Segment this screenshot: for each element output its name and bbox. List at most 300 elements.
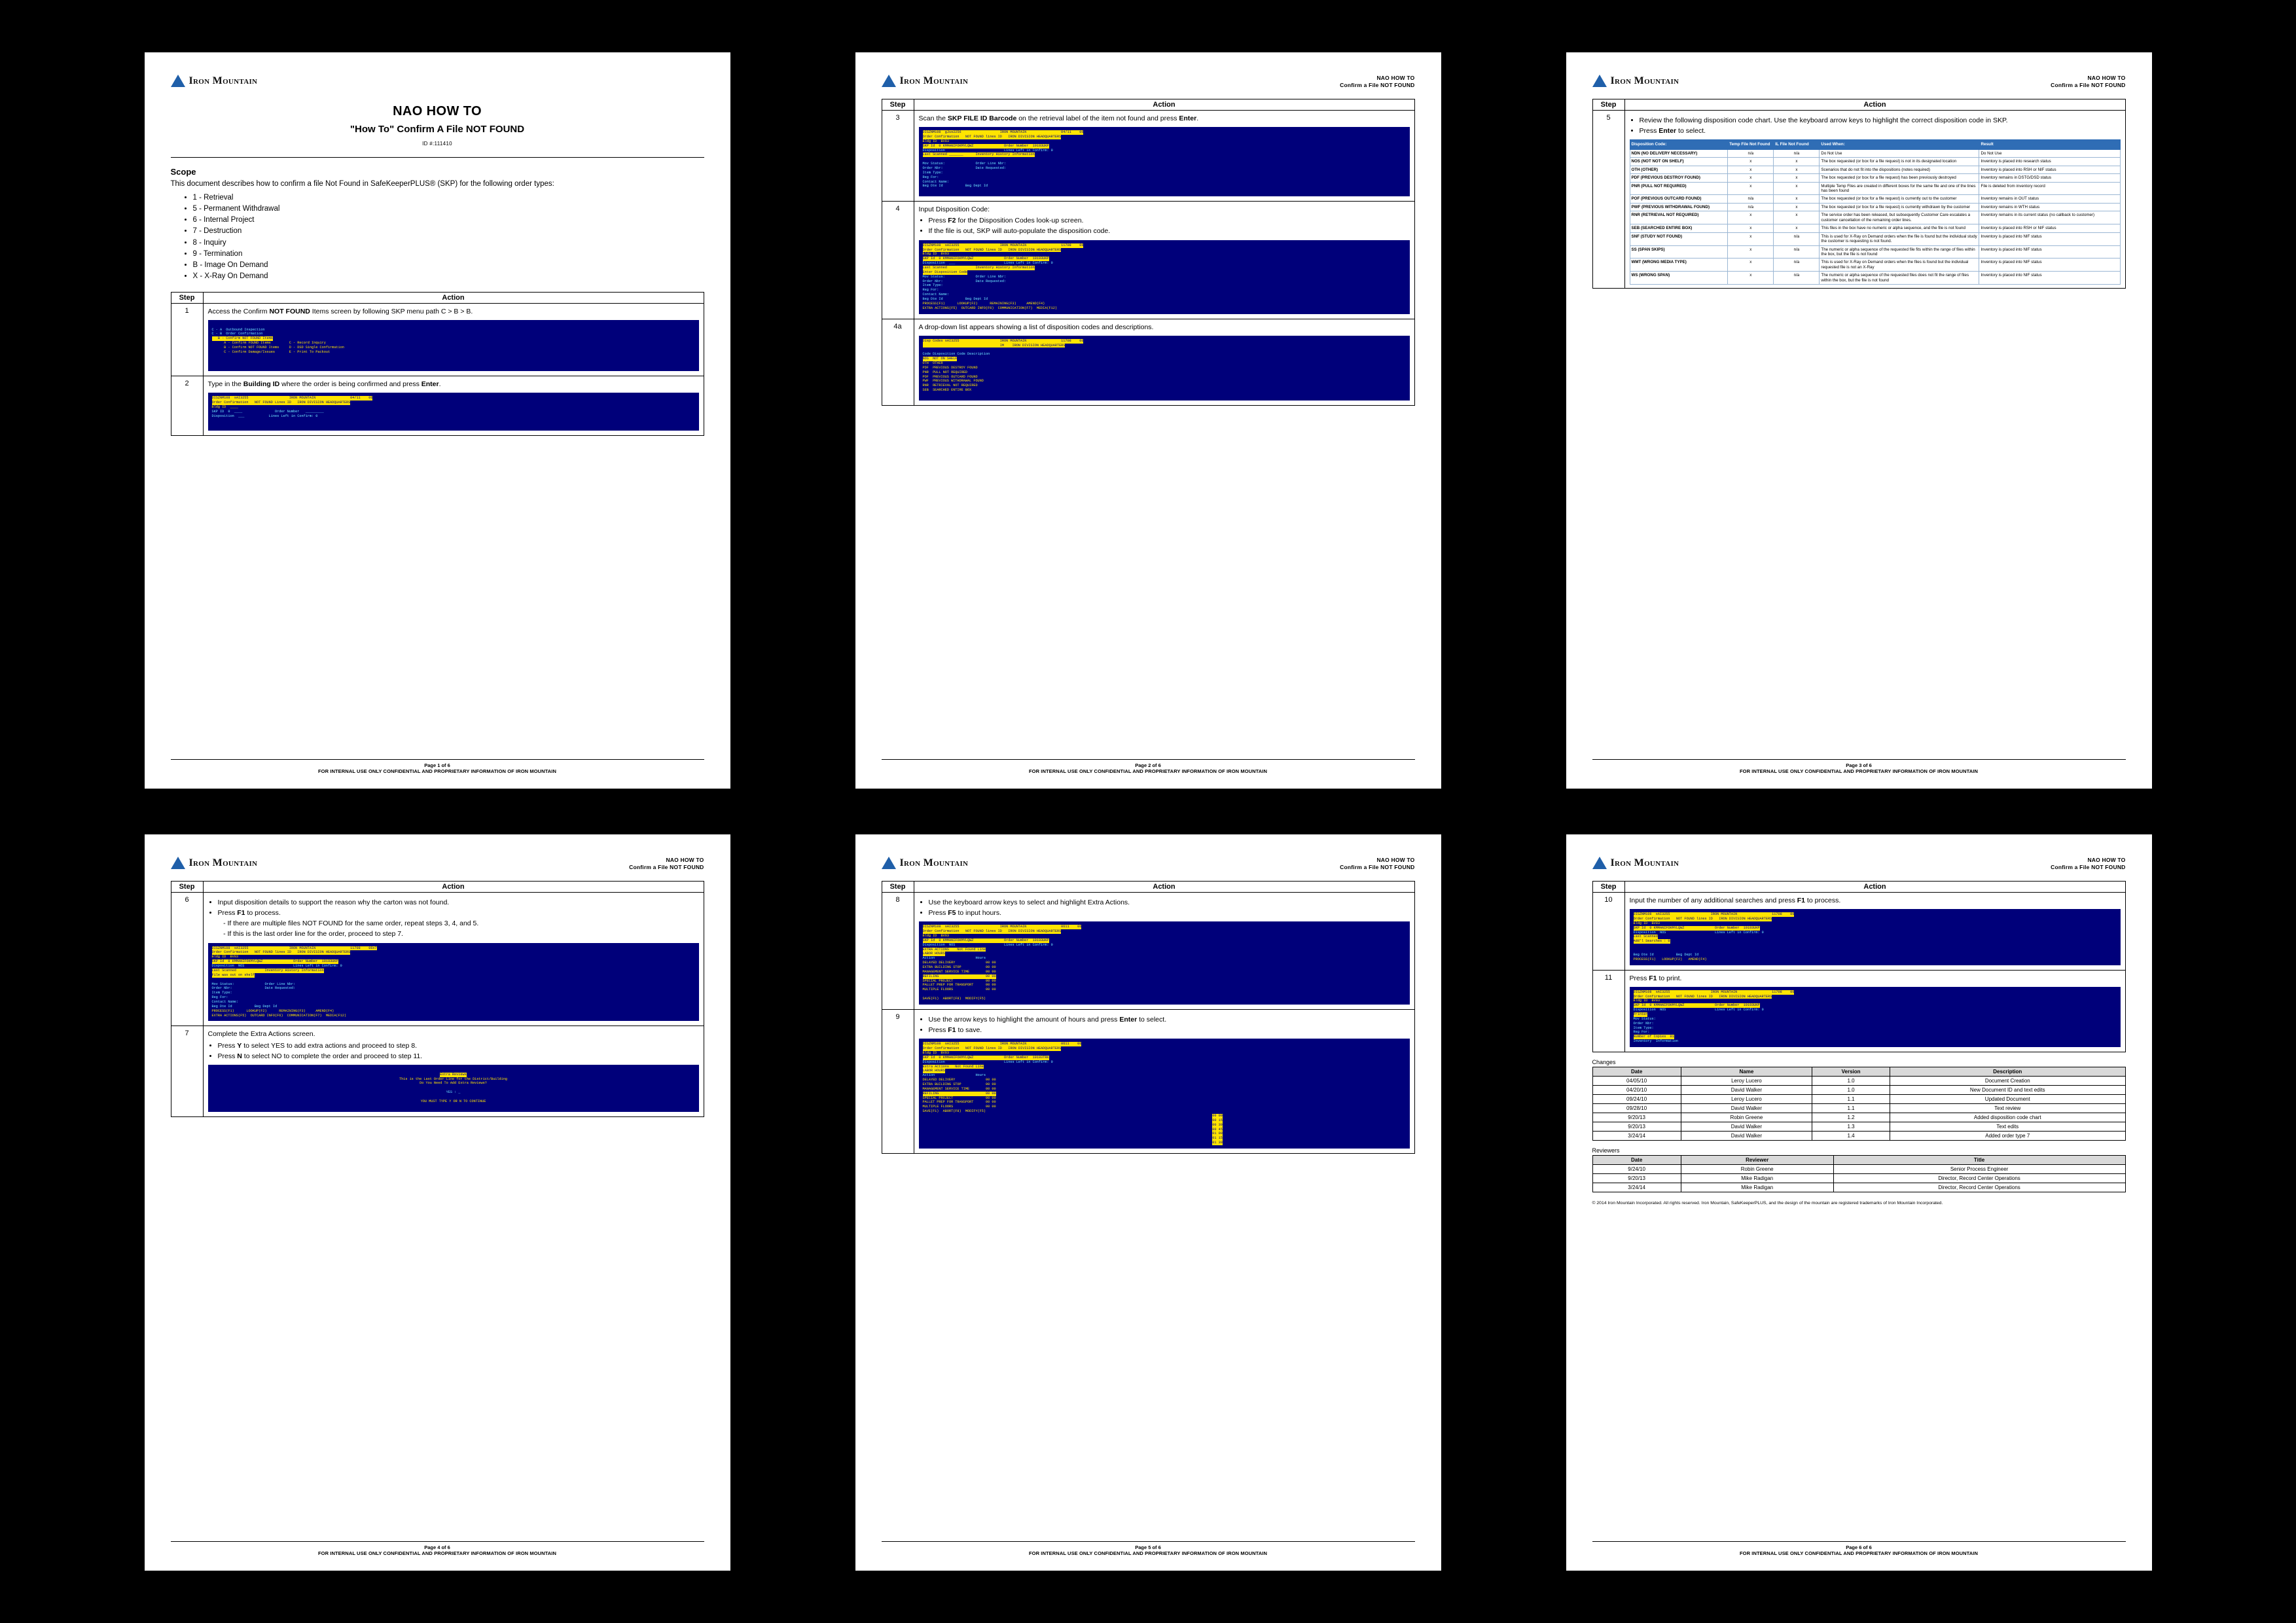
terminal-highlight: Last Scanned Inventory History Information <box>922 265 1035 270</box>
terminal-line: RNR RETRIEVAL NOT REQUIRED <box>922 383 978 388</box>
list-item: • 9 - Termination <box>193 249 704 260</box>
dropdown-option[interactable]: 00 15 <box>1212 1118 1223 1122</box>
terminal-line: Beg Dte Id Beg Dept Id <box>1633 952 1699 957</box>
dispo-result: Inventory is placed into RSH or NIF status <box>1979 166 2120 173</box>
dropdown-option[interactable]: 01 00 <box>1212 1132 1223 1136</box>
confidentiality-notice: FOR INTERNAL USE ONLY CONFIDENTIAL AND PROPRIETARY INFORMATION OF IRON MOUNTAIN <box>1028 1550 1268 1556</box>
table-row <box>171 1026 704 1116</box>
col-action-header: Action <box>203 881 704 892</box>
terminal-line: Item Type: <box>1633 1026 1654 1030</box>
terminal-line: Beg Dte Id Beg Dept Id <box>922 296 988 301</box>
terminal-highlight: Last Scanned _______ Inventory History Information <box>922 152 1035 157</box>
header-doc-title <box>629 857 704 872</box>
table-row <box>1630 232 2120 245</box>
step-text-bold: F1 <box>1649 974 1657 982</box>
terminal-highlight: SKP Id 0 KMMANIFOKMYLQWZ Order Number 19193UKP <box>1633 1003 1760 1008</box>
terminal-line: EXTRA BUILDING STOP 00 00 <box>922 965 996 970</box>
table-header-row <box>171 292 704 303</box>
step-action <box>1624 892 2125 970</box>
table-row <box>1630 245 2120 259</box>
dropdown-option[interactable]: 01 15 <box>1212 1136 1223 1141</box>
confidentiality-notice: FOR INTERNAL USE ONLY CONFIDENTIAL AND PROPRIETARY INFORMATION OF IRON MOUNTAIN <box>1739 1550 1979 1556</box>
step-action <box>203 892 704 1026</box>
dispo-col-il: IL File Not Found <box>1774 140 1820 150</box>
header-line-1: NAO HOW TO <box>1376 75 1415 81</box>
bullet-tail: to select NO to complete the order and proceed to step 11. <box>242 1052 423 1060</box>
cell-date: 9/20/13 <box>1592 1174 1681 1183</box>
dispo-code: RNR (RETRIEVAL NOT REQUIRED) <box>1630 211 1728 224</box>
terminal-line: Disposition ___ Lines Left in Confirm: 0 <box>922 261 1053 266</box>
cell-version: 1.0 <box>1812 1086 1890 1095</box>
page-number: Page 4 of 6 <box>424 1544 450 1550</box>
cell-date: 3/24/14 <box>1592 1132 1681 1141</box>
list-item <box>218 1041 699 1050</box>
brand-name: Iron Mountain <box>899 857 969 868</box>
mountain-icon <box>1592 75 1607 87</box>
mountain-icon <box>882 75 896 87</box>
terminal-line: MANAGEMENT SERVICE TIME 00 00 <box>922 1086 996 1091</box>
dispo-il: n/a <box>1774 245 1820 259</box>
cell-name: Robin Greene <box>1681 1113 1812 1122</box>
dispo-result: Do Not Use <box>1979 149 2120 157</box>
terminal-screenshot-scan <box>919 127 1410 196</box>
terminal-screenshot-additional-searches <box>1630 909 2121 965</box>
step-action <box>914 892 1414 1009</box>
dispo-result: Inventory remains in WTH status <box>1979 203 2120 211</box>
dispo-usedwhen: The service order has been released, but subsequently Customer Care escalates a customer cancellation of the remaining order lines. <box>1820 211 1979 224</box>
col-step-header: Step <box>171 881 203 892</box>
step-text-tail: Items screen by following SKP menu path C > B > B. <box>310 307 473 315</box>
page-footer <box>171 1541 704 1556</box>
step-number: 5 <box>1592 110 1624 288</box>
cell-title: Senior Process Engineer <box>1833 1165 2125 1174</box>
dispo-result: Inventory is placed into NIF status <box>1979 272 2120 285</box>
table-row <box>882 892 1414 1009</box>
document-page-2 <box>855 52 1441 789</box>
terminal-highlight: Order Confirmation NOT FOUND lines ID IRON DIVISION HEADQUARTERS <box>922 929 1062 934</box>
dispo-temp: x <box>1728 272 1774 285</box>
steps-table <box>1592 99 2126 289</box>
dispo-code: PWF (PREVIOUS WITHDRAWAL FOUND) <box>1630 203 1728 211</box>
changes-col-version: Version <box>1812 1067 1890 1077</box>
terminal-line: Contact Name: <box>211 999 238 1004</box>
terminal-fkeys: PROCESS(F1) LOOKUP(F2) REMAINING(F3) AMEND(F4) <box>211 1008 334 1013</box>
header-line-2: Confirm a File NOT FOUND <box>2051 82 2126 89</box>
header-line-2: Confirm a File NOT FOUND <box>2051 864 2126 871</box>
steps-table <box>171 881 704 1117</box>
terminal-screenshot-dispo-lookup <box>919 336 1410 401</box>
sub-bullets <box>218 919 699 938</box>
cell-description: New Document ID and text edits <box>1890 1086 2125 1095</box>
dispo-il: x <box>1774 203 1820 211</box>
terminal-line: PNR PULL NOT REQUIRED <box>922 370 967 374</box>
terminal-line: MANAGEMENT SERVICE TIME 00 00 <box>922 969 996 974</box>
step-action <box>203 376 704 436</box>
bullet-bold: F1 <box>948 1026 956 1035</box>
page-number: Page 2 of 6 <box>1135 762 1161 768</box>
terminal-line: EXTRA BUILDING STOP 00 00 <box>922 1082 996 1086</box>
col-step-header: Step <box>171 292 203 303</box>
cell-name: David Walker <box>1681 1086 1812 1095</box>
step-number: 8 <box>882 892 914 1009</box>
dispo-result: Inventory remains in DSTG/DSD status <box>1979 174 2120 182</box>
terminal-highlight: Extra Reviews <box>440 1072 467 1077</box>
dispo-temp: x <box>1728 259 1774 272</box>
terminal-line: A - Confirm FOUND Items C - Record Inquiry <box>211 341 326 346</box>
terminal-line: PWF PREVIOUS WITHDRAWAL FOUND <box>922 379 984 383</box>
iron-mountain-logo <box>171 75 258 87</box>
step-text: Type in the <box>207 380 243 389</box>
table-row <box>1630 166 2120 173</box>
terminal-fkeys: PROCESS(F1) LOOKUP(F2) REMAINING(F3) AMEND(F4) <box>922 301 1045 306</box>
mountain-icon <box>882 857 896 869</box>
terminal-highlight: Order Confirmation NOT FOUND lines ID IRON DIVISION HEADQUARTERS <box>211 950 351 955</box>
bullet-bold: N <box>237 1052 242 1060</box>
document-page-3 <box>1566 52 2152 789</box>
bullet-bold: F2 <box>948 217 956 225</box>
terminal-fkeys: EXTRA ACTIONS(F5) OUTCARD INFO(F6) COMMUNICATION(F7) MEDIA(F12) <box>922 306 1057 310</box>
step-action <box>914 202 1414 319</box>
dropdown-option[interactable]: 00 30 <box>1212 1122 1223 1127</box>
page-header <box>1592 857 2126 872</box>
terminal-fkeys: SAVE(F1) ABORT(F8) MODIFY(F5) <box>922 997 986 1001</box>
page-footer <box>882 1541 1415 1556</box>
dispo-il: x <box>1774 224 1820 232</box>
step-bullets <box>1630 116 2121 135</box>
page-footer <box>171 759 704 774</box>
cell-description: Text review <box>1890 1104 2125 1113</box>
header-line-1: NAO HOW TO <box>2087 857 2126 863</box>
page-footer <box>1592 1541 2126 1556</box>
terminal-highlight: Enter Disposition Code <box>922 270 967 274</box>
step-text-bold: NOT FOUND <box>269 307 310 315</box>
scope-text: This document describes how to confirm a file Not Found in SafeKeeperPLUS® (SKP) for the following order types: <box>170 180 554 188</box>
scope-heading: Scope <box>170 167 196 177</box>
page-thumbnail-4[interactable] <box>92 821 783 1584</box>
list-item: • Review the following disposition code chart. Use the keyboard arrow keys to highlight the correct disposition code in SKP. <box>1640 116 2121 125</box>
dispo-code: WS (WRONG SPAN) <box>1630 272 1728 285</box>
list-item <box>1640 126 2121 135</box>
terminal-highlight: Disp Codes sAI3255 IRON MOUNTAIN 11708 06 <box>922 338 1084 343</box>
table-row <box>1592 1174 2125 1183</box>
terminal-line: SKP ID 0 ____ Order Number _________ <box>211 410 324 414</box>
dropdown-option[interactable]: 00 00 <box>1212 1113 1223 1118</box>
header-line-1: NAO HOW TO <box>2087 75 2126 81</box>
step-action <box>1624 110 2125 288</box>
terminal-highlight: DISZNM108 gJus2256 IRON MOUNTAIN 04/11 06 <box>922 130 1084 135</box>
terminal-highlight: Extra Actions Not Found Line <box>922 1064 984 1069</box>
list-item: • Input disposition details to support the reason why the carton was not found. <box>218 898 699 907</box>
col-step-header: Step <box>882 881 914 892</box>
bullet-text: Press <box>928 1026 948 1035</box>
table-row <box>1592 110 2125 288</box>
iron-mountain-logo <box>1592 857 1679 869</box>
dispo-temp: x <box>1728 174 1774 182</box>
cover-doc-id: ID #:111410 <box>422 141 452 147</box>
cell-date: 9/24/10 <box>1592 1165 1681 1174</box>
cell-version: 1.1 <box>1812 1095 1890 1104</box>
page-number: Page 1 of 6 <box>424 762 450 768</box>
table-row <box>1592 970 2125 1052</box>
cell-name: David Walker <box>1681 1122 1812 1132</box>
dispo-col-code: Disposition Code: <box>1630 140 1728 150</box>
terminal-line: Reg For: <box>1633 1030 1650 1035</box>
page-header <box>171 857 704 872</box>
dispo-code: NOS (NOT NOT ON SHELF) <box>1630 158 1728 166</box>
terminal-line: YOU MUST TYPE Y OR N TO CONTINUE <box>420 1099 486 1103</box>
dispo-usedwhen: The box requested (or box for a file request) has been previously destroyed <box>1820 174 1979 182</box>
dispo-temp: x <box>1728 232 1774 245</box>
bullet-bold: Enter <box>1119 1015 1138 1024</box>
rev-col-reviewer: Reviewer <box>1681 1156 1833 1165</box>
dispo-usedwhen: The box requested (or box for a file request) is not in its designated location <box>1820 158 1979 166</box>
mountain-icon <box>171 75 185 87</box>
brand-name: Iron Mountain <box>1610 857 1679 868</box>
step-text: Scan the <box>918 114 948 122</box>
copyright-notice: © 2014 Iron Mountain Incorporated. All rights reserved. Iron Mountain, SafeKeeperPLUS, and the design of the mountain are registered trademarks of Iron Mountain Incorporated. <box>1592 1201 1943 1206</box>
dispo-result: Inventory is placed into NIF status <box>1979 245 2120 259</box>
terminal-line: Bldg ID ____ <box>211 405 238 410</box>
table-header-row <box>1592 1067 2125 1077</box>
step-lead: Complete the Extra Actions screen. <box>207 1030 315 1039</box>
step-number: 9 <box>882 1009 914 1153</box>
dispo-usedwhen: The numeric or alpha sequence of the requested files does not fit the range of files within the box, but the file is not found <box>1820 272 1979 285</box>
terminal-highlight: NOS NOT ON SHELF <box>922 357 958 361</box>
terminal-line: YES : _ <box>446 1090 461 1095</box>
step-text: Press <box>1629 974 1649 982</box>
bullet-bold: Enter <box>1659 127 1677 135</box>
list-item: • B - Image On Demand <box>193 260 704 271</box>
page-thumbnail-1[interactable] <box>92 39 783 802</box>
terminal-line: Order Nbr: Date Requested: <box>922 166 1007 170</box>
cell-date: 9/20/13 <box>1592 1122 1681 1132</box>
terminal-line: Reg For: <box>922 288 939 293</box>
document-page-6 <box>1566 834 2152 1571</box>
terminal-line: Disposition ___ Lines Left in Confirm: 0 <box>211 414 318 418</box>
bullet-bold: F5 <box>948 909 956 918</box>
table-row <box>1630 149 2120 157</box>
dispo-temp: x <box>1728 158 1774 166</box>
dispo-result: Inventory remains in its current status (no callback to customer) <box>1979 211 2120 224</box>
col-action-header: Action <box>914 99 1414 110</box>
terminal-highlight: DISZNM108 sAI3255 IRON MOUNTAIN 11708 06 <box>922 243 1084 247</box>
disposition-code-chart <box>1630 139 2121 285</box>
changes-col-name: Name <box>1681 1067 1812 1077</box>
terminal-fkeys: EXTRA ACTIONS(F5) OUTCARD INFO(F6) COMMUNICATION(F7) MEDIA(F12) <box>211 1013 346 1018</box>
dispo-usedwhen: Scenarios that do not fit into the dispositions (notes required) <box>1820 166 1979 173</box>
bullet-text: Press <box>928 909 948 918</box>
cell-version: 1.4 <box>1812 1132 1890 1141</box>
page-thumbnail-2[interactable] <box>802 39 1494 802</box>
step-number: 7 <box>171 1026 203 1116</box>
dispo-il: n/a <box>1774 232 1820 245</box>
dispo-usedwhen: This is used for X-Ray on Demand orders when the file is found but the individual study the customer is requesting is not found. <box>1820 232 1979 245</box>
dispo-result: Inventory is placed into RSH or NIF status <box>1979 224 2120 232</box>
page-thumbnail-6[interactable] <box>1513 821 2204 1584</box>
dispo-code: SEB (SEARCHED ENTIRE BOX) <box>1630 224 1728 232</box>
cell-description: Text edits <box>1890 1122 2125 1132</box>
col-step-header: Step <box>1592 99 1624 110</box>
table-header-row <box>1630 140 2120 150</box>
table-row <box>1592 1077 2125 1086</box>
dispo-code: SS (SPAN SKIPS) <box>1630 245 1728 259</box>
header-line-2: Confirm a File NOT FOUND <box>1340 864 1415 871</box>
list-item: • 6 - Internal Project <box>193 215 704 226</box>
document-page-4 <box>145 834 730 1571</box>
terminal-line: Item Type: <box>922 283 943 288</box>
table-row <box>1630 203 2120 211</box>
terminal-line <box>212 323 695 328</box>
dispo-il: n/a <box>1774 149 1820 157</box>
brand-name: Iron Mountain <box>188 75 258 86</box>
dispo-temp: x <box>1728 224 1774 232</box>
dispo-usedwhen: The box requested (or box for a file request) is currently out to the customer <box>1820 195 1979 203</box>
terminal-highlight: Order Confirmation NOT FOUND lines ID IRON DIVISION HEADQUARTERS <box>922 134 1062 139</box>
changes-table <box>1592 1067 2126 1141</box>
dispo-col-result: Result <box>1979 140 2120 150</box>
changes-col-date: Date <box>1592 1067 1681 1077</box>
dispo-il: x <box>1774 158 1820 166</box>
header-line-1: NAO HOW TO <box>1376 857 1415 863</box>
dispo-result: Inventory is placed into NIF status <box>1979 259 2120 272</box>
col-step-header: Step <box>1592 881 1624 892</box>
terminal-line: Contact Name: <box>922 179 949 184</box>
cell-title: Director, Record Center Operations <box>1833 1174 2125 1183</box>
dispo-code: POF (PREVIOUS OUTCARD FOUND) <box>1630 195 1728 203</box>
dispo-result: File is deleted from inventory record <box>1979 182 2120 195</box>
cell-date: 3/24/14 <box>1592 1183 1681 1192</box>
dispo-code: PDF (PREVIOUS DESTROY FOUND) <box>1630 174 1728 182</box>
step-text-bold2: Enter <box>421 380 439 389</box>
col-action-header: Action <box>914 881 1414 892</box>
bullet-text: Press <box>1639 127 1659 135</box>
table-row <box>171 892 704 1026</box>
terminal-highlight: EXTRA ACTIONS Not Found Line <box>922 947 986 952</box>
dispo-usedwhen: This files in the box have no numeric or alpha sequence, and the file is not found <box>1820 224 1979 232</box>
terminal-line: Bldg ID BV03 <box>922 1050 949 1055</box>
page-footer <box>882 759 1415 774</box>
table-row <box>1592 1132 2125 1141</box>
dropdown-option[interactable]: 00 45 <box>1212 1127 1223 1132</box>
table-row <box>1630 272 2120 285</box>
terminal-line: Action Hours <box>922 956 986 961</box>
terminal-highlight: SKP Id 0 KMMANIFOKMYLQWZ Order Number 19193UKP <box>1633 925 1760 930</box>
dispo-temp: x <box>1728 245 1774 259</box>
list-item: - If this is the last order line for the order, proceed to step 7. <box>228 929 699 938</box>
page-thumbnail-5[interactable] <box>802 821 1494 1584</box>
terminal-highlight: Order Confirmation NOT FOUND lines ID IRON DIVISION HEADQUARTERS <box>1633 916 1772 921</box>
dispo-temp: n/a <box>1728 195 1774 203</box>
bullet-text: Press <box>217 1052 238 1060</box>
terminal-line: Code Disposition Code Description <box>922 352 990 357</box>
table-row <box>1630 182 2120 195</box>
cell-version: 1.1 <box>1812 1104 1890 1113</box>
table-header-row <box>882 881 1414 892</box>
header-line-2: Confirm a File NOT FOUND <box>1340 82 1415 89</box>
table-row <box>882 1009 1414 1153</box>
terminal-screenshot-extra-actions <box>919 921 1410 1005</box>
terminal-line: Inventory Information <box>1633 1039 1678 1044</box>
terminal-line: Order Nbr: <box>1633 1021 1654 1026</box>
step-text: Access the Confirm <box>207 307 270 315</box>
terminal-highlight: IM IRON DIVISION HEADQUARTERS <box>922 343 1066 348</box>
bullet-bold: Y <box>237 1041 242 1050</box>
dispo-code: PNR (PULL NOT REQUIRED) <box>1630 182 1728 195</box>
step-text-mid: on the retrieval label of the item not found and press <box>1016 114 1179 122</box>
step-number: 4a <box>882 319 914 405</box>
terminal-highlight: DISZNM108 sAI3255 IRON MOUNTAIN 11708 06 <box>1633 990 1795 994</box>
rev-col-date: Date <box>1592 1156 1681 1165</box>
terminal-line: DELAYED DELIVERY 00 00 <box>922 961 996 965</box>
col-action-header: Action <box>1624 99 2125 110</box>
step-bullets <box>919 216 1410 236</box>
step-number: 11 <box>1592 970 1624 1052</box>
terminal-line: B - Confirm NOT FOUND Items D - DSD Single Confirmation <box>211 345 344 349</box>
table-header-row <box>1592 881 2125 892</box>
step-bullets <box>919 898 1410 918</box>
page-thumbnail-3[interactable] <box>1513 39 2204 802</box>
cell-name: David Walker <box>1681 1132 1812 1141</box>
steps-table <box>882 881 1415 1154</box>
terminal-highlight: DISZNM108 sAI3255 IRON MOUNTAIN 11708 06 <box>1633 912 1795 917</box>
bullet-tail: to input hours. <box>956 909 1001 918</box>
step-action <box>203 303 704 376</box>
cell-description: Added disposition code chart <box>1890 1113 2125 1122</box>
terminal-highlight: REFILING 00 00 <box>922 1091 996 1096</box>
dispo-result: Inventory remains in OUT status <box>1979 195 2120 203</box>
list-item <box>218 1052 699 1061</box>
dropdown-option[interactable]: 01 30 <box>1212 1141 1223 1145</box>
terminal-screenshot-print <box>1630 987 2121 1047</box>
table-row <box>1630 224 2120 232</box>
dispo-il: n/a <box>1774 259 1820 272</box>
bullet-text: Press <box>217 909 238 918</box>
terminal-line: Bldg ID BV03 <box>1633 921 1660 925</box>
table-row <box>171 303 704 376</box>
table-row <box>1592 1113 2125 1122</box>
cell-date: 9/20/13 <box>1592 1113 1681 1122</box>
terminal-highlight: SKP Id 0 KMMANIFOKMYLQWZ Order Number 19193UKP <box>211 959 338 964</box>
terminal-line: PALLET PREP FOR TRANSPORT 00 00 <box>922 983 996 988</box>
step-action <box>1624 970 2125 1052</box>
col-action-header: Action <box>1624 881 2125 892</box>
terminal-screenshot-menu <box>208 320 699 372</box>
terminal-line: POF PREVIOUS OUTCARD FOUND <box>922 374 978 379</box>
page-header <box>882 857 1415 872</box>
terminal-screenshot-building <box>208 393 699 431</box>
step-text-bold2: Enter <box>1179 114 1197 122</box>
dispo-code: OTH (OTHER) <box>1630 166 1728 173</box>
col-action-header: Action <box>203 292 704 303</box>
step-number: 3 <box>882 110 914 201</box>
table-header-row <box>171 881 704 892</box>
terminal-line: Reg For: <box>922 175 939 179</box>
header-doc-title <box>2051 857 2125 872</box>
bullet-tail: to save. <box>956 1026 982 1035</box>
terminal-highlight: Order Confirmation NOT FOUND Lines ID IRON DIVISION HEADQUARTERS <box>211 401 351 405</box>
dispo-temp: x <box>1728 166 1774 173</box>
header-line-1: NAO HOW TO <box>666 857 704 863</box>
step-text-tail: . <box>1196 114 1199 122</box>
step-action <box>914 1009 1414 1153</box>
list-item: • If the file is out, SKP will auto-populate the disposition code. <box>929 226 1410 236</box>
table-row <box>1592 1095 2125 1104</box>
cell-version: 1.2 <box>1812 1113 1890 1122</box>
step-text-tail: to print. <box>1657 974 1682 982</box>
list-item <box>218 908 699 939</box>
terminal-line: C - Confirm Damage/Issues E - Print To Packout <box>211 349 331 354</box>
step-number: 2 <box>171 376 203 436</box>
